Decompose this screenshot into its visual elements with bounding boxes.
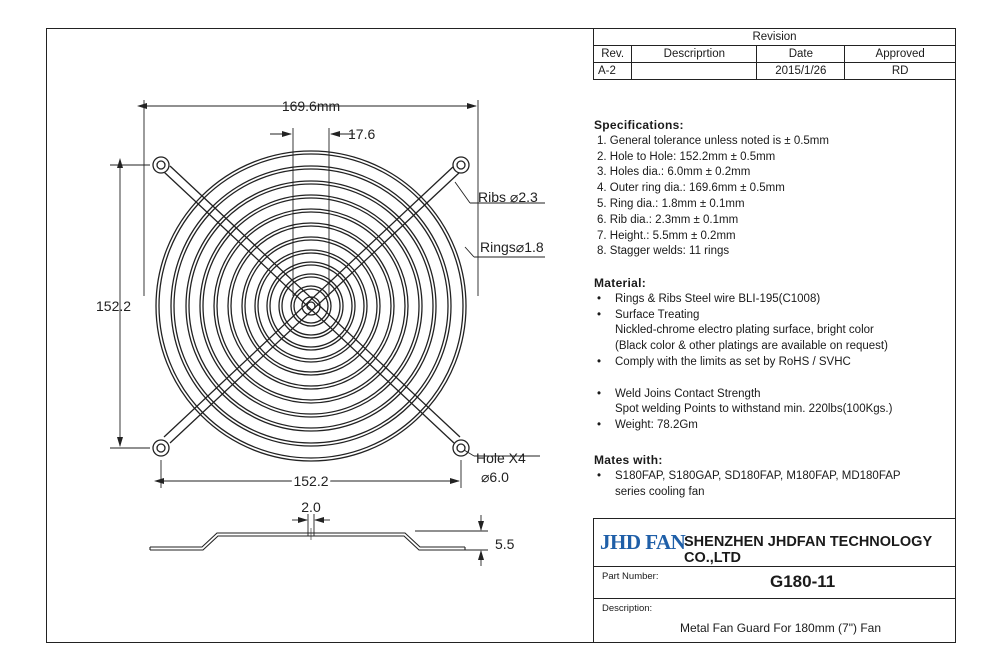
revision-table	[593, 28, 956, 80]
spec-item: 5. Ring dia.: 1.8mm ± 0.1mm	[597, 197, 745, 210]
spec-item: 7. Height.: 5.5mm ± 0.2mm	[597, 229, 736, 242]
material-item	[597, 308, 892, 324]
dim-hole-height: 152.2	[96, 298, 132, 314]
dim-holes-dia: ⌀6.0	[481, 469, 509, 485]
guard-ring	[267, 262, 355, 350]
title-block-company	[593, 518, 956, 566]
mates-section	[594, 453, 901, 500]
material-item	[597, 371, 892, 387]
bullet: •	[597, 419, 602, 432]
spec-item: 1. General tolerance unless noted is ± 0.5mm	[597, 134, 829, 147]
bullet: •	[597, 308, 602, 321]
material-item	[597, 418, 892, 434]
spec-item: 4. Outer ring dia.: 169.6mm ± 0.5mm	[597, 182, 785, 195]
material-item-text: (Black color & other platings are available on request)	[615, 340, 888, 353]
guard-ring	[258, 253, 364, 359]
material-section	[594, 276, 892, 434]
description-label: Description:	[602, 603, 653, 614]
dim-thickness: 2.0	[301, 499, 321, 515]
company-name: SHENZHEN JHDFAN TECHNOLOGY CO.,LTD	[684, 534, 932, 566]
mates-item	[597, 485, 901, 501]
revision-cell-rev: A-2	[594, 63, 632, 80]
material-item-text: Nickled-chrome electro plating surface, bright color	[615, 324, 874, 337]
material-item-text: Rings & Ribs Steel wire BLI-195(C1008)	[615, 292, 821, 305]
material-item	[597, 355, 892, 371]
material-item-text: Spot welding Points to withstand min. 220lbs(100Kgs.)	[615, 403, 893, 416]
mates-item: • S180FAP, S180GAP, SD180FAP, M180FAP, MD180FAP	[597, 469, 901, 482]
spec-item: 6. Rib dia.: 2.3mm ± 0.1mm	[597, 213, 739, 226]
dim-rib-gap: 17.6	[348, 126, 376, 142]
material-item-text: Weight: 78.2Gm	[615, 419, 698, 432]
material-item	[597, 323, 892, 339]
dim-ribs: Ribs ⌀2.3	[478, 189, 538, 205]
material-item	[597, 387, 892, 403]
revision-cell-approved: RD	[845, 63, 956, 80]
guard-ring	[291, 286, 331, 326]
bullet: •	[597, 387, 602, 400]
title-block-description	[593, 598, 956, 643]
bullet: •	[597, 355, 602, 368]
material-item	[597, 339, 892, 355]
mates-series: series cooling fan	[615, 485, 705, 498]
material-item	[597, 402, 892, 418]
dim-rings: Rings⌀1.8	[480, 239, 544, 255]
specifications-heading: Specifications:	[594, 118, 684, 132]
title-block-part	[593, 566, 956, 598]
revision-header-date: Date	[757, 46, 845, 63]
revision-header-approved: Approved	[845, 46, 956, 63]
spec-item: 3. Holes dia.: 6.0mm ± 0.2mm	[597, 166, 751, 179]
description-text: Metal Fan Guard For 180mm (7") Fan	[680, 621, 881, 635]
revision-title: Revision	[594, 29, 956, 46]
revision-header-description: Descriprtion	[632, 46, 757, 63]
specifications-section	[594, 118, 829, 260]
material-heading: Material:	[594, 276, 647, 290]
dim-height: 5.5	[495, 536, 515, 552]
material-item-text: Surface Treating	[615, 308, 700, 321]
dim-hole-width: 152.2	[293, 473, 329, 489]
spec-item: 2. Hole to Hole: 152.2mm ± 0.5mm	[597, 150, 776, 163]
revision-cell-date: 2015/1/26	[757, 63, 845, 80]
dim-holes-label: Hole X4	[476, 450, 526, 466]
dim-outer-width: 169.6mm	[281, 98, 341, 114]
company-logo: JHD FAN	[600, 530, 686, 554]
bullet: •	[597, 292, 602, 305]
mates-models: S180FAP, S180GAP, SD180FAP, M180FAP, MD180FAP	[615, 469, 901, 482]
mates-heading: Mates with:	[594, 453, 663, 467]
material-item-text: Comply with the limits as set by RoHS / SVHC	[615, 355, 851, 368]
revision-header-rev: Rev.	[594, 46, 632, 63]
guard-ring	[279, 274, 343, 338]
part-number-label: Part Number:	[602, 571, 659, 582]
part-number: G180-11	[770, 572, 836, 591]
material-item-text: Weld Joins Contact Strength	[615, 387, 761, 400]
guard-ring	[294, 289, 328, 323]
revision-cell-description	[632, 63, 757, 80]
spec-item: 8. Stagger welds: 11 rings	[597, 245, 730, 258]
material-item	[597, 292, 892, 308]
